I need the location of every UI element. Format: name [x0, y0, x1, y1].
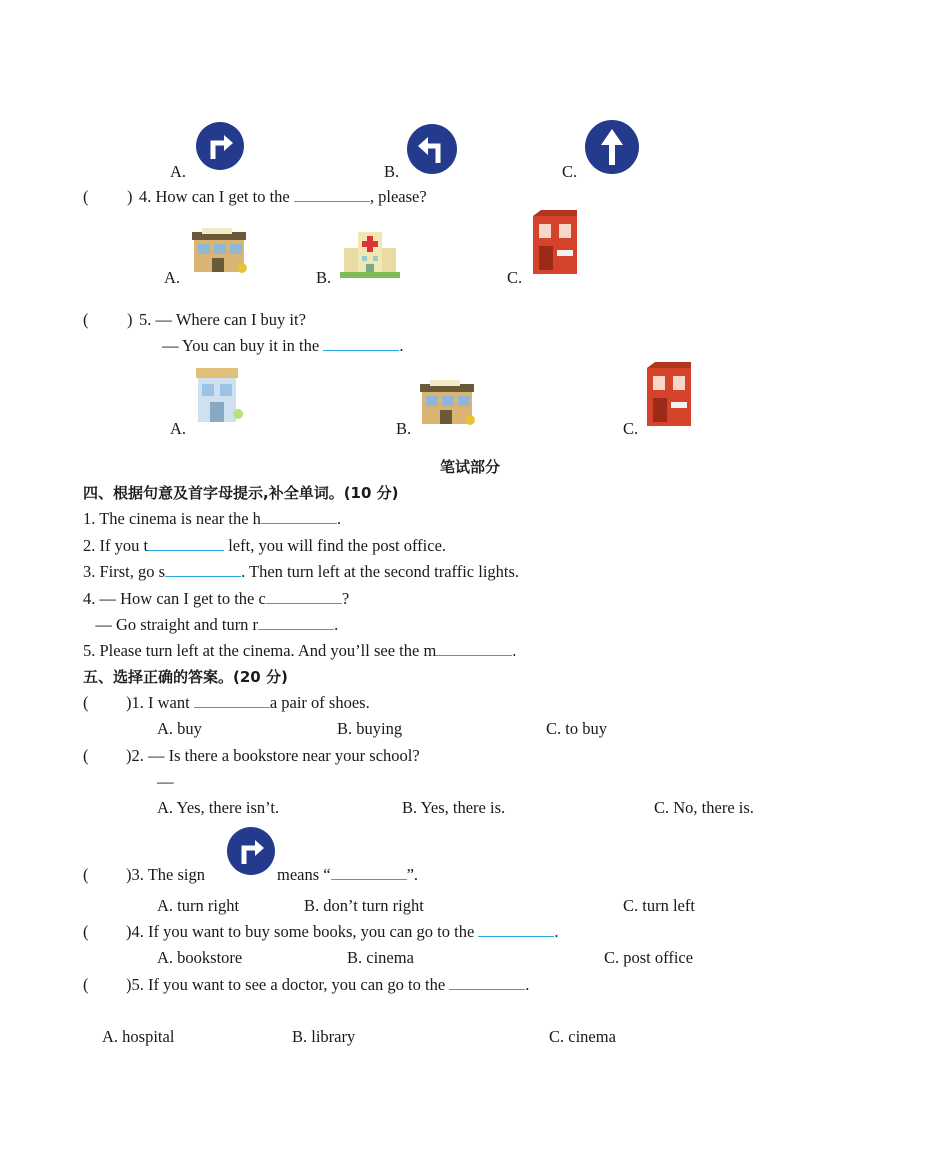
s5-q2-dash: — [157, 772, 174, 791]
s5-q4-paren: ( [83, 922, 89, 941]
s4-item-5: 5. Please turn left at the cinema. And you’ll see the m . [83, 641, 517, 660]
s4-blank-1[interactable] [261, 509, 337, 524]
s5-q2-text: )2. — Is there a bookstore near your school? [126, 746, 420, 765]
q5-option-c-label: C. [623, 419, 639, 438]
s5-q3-option-c: C. turn left [623, 896, 695, 915]
s5-q5-blank[interactable] [449, 975, 525, 990]
s5-q5-option-b: B. library [292, 1027, 356, 1046]
s5-q4-option-a: A. bookstore [157, 948, 243, 967]
s4-blank-2[interactable] [148, 536, 224, 551]
written-section-title: 笔试部分 [440, 458, 501, 476]
q4-paren-close: ) [127, 187, 133, 206]
s5-q2-option-c: C. No, there is. [654, 798, 754, 817]
shop-building-icon [190, 360, 246, 426]
s5-q3-means: means “ ”. [277, 865, 419, 884]
s5-q3-option-b: B. don’t turn right [304, 896, 424, 915]
q4-option-b-label: B. [316, 268, 332, 287]
s5-q1-option-c: C. to buy [546, 719, 607, 738]
s4-blank-6[interactable] [436, 641, 512, 656]
q4-option-a-label: A. [164, 268, 181, 287]
q4-question: 4. How can I get to the , please? [139, 187, 427, 206]
s4-blank-4[interactable] [266, 589, 342, 604]
q3-option-c-label: C. [562, 162, 578, 181]
s4-item-3: 3. First, go s . Then turn left at the second traffic lights. [83, 562, 520, 581]
q4-option-c-label: C. [507, 268, 523, 287]
q4-blank[interactable] [294, 187, 370, 202]
s5-q3-paren: ( [83, 865, 89, 884]
s5-q5-text: )5. If you want to see a doctor, you can go to the . [126, 975, 530, 994]
s5-q1-blank[interactable] [194, 693, 270, 708]
s4-item-4: 4. — How can I get to the c ? [83, 589, 350, 608]
s5-q3-blank[interactable] [331, 865, 407, 880]
s5-q2-option-b: B. Yes, there is. [402, 798, 506, 817]
s5-q2-paren: ( [83, 746, 89, 765]
bookstore-building-icon [416, 378, 478, 430]
s4-item-4-answer: — Go straight and turn r . [83, 615, 339, 634]
s5-q4-option-b: B. cinema [347, 948, 414, 967]
post-office-building-icon [645, 362, 693, 426]
s5-q4-blank[interactable] [478, 922, 554, 937]
s5-q5-paren: ( [83, 975, 89, 994]
s5-q1-option-b: B. buying [337, 719, 403, 738]
section4-title: 四、根据句意及首字母提示,补全单词。(10 分) [83, 484, 399, 502]
q5-paren-close: ) [127, 310, 133, 329]
q5-blank[interactable] [323, 336, 399, 351]
s5-q4-text: )4. If you want to buy some books, you can go to the . [126, 922, 559, 941]
q5-line1: 5. — Where can I buy it? [139, 310, 306, 329]
s5-q2-option-a: A. Yes, there isn’t. [157, 798, 280, 817]
s5-q3-option-a: A. turn right [157, 896, 240, 915]
section5-title: 五、选择正确的答案。(20 分) [83, 668, 288, 686]
q3-option-a-label: A. [170, 162, 187, 181]
q3-option-b-label: B. [384, 162, 400, 181]
q5-paren-open: ( [83, 310, 89, 329]
hospital-building-icon [340, 226, 400, 278]
s5-q5-option-a: A. hospital [102, 1027, 175, 1046]
turn-left-sign-icon [406, 123, 458, 175]
q5-option-a-label: A. [170, 419, 187, 438]
bookstore-building-icon [188, 226, 250, 278]
s5-q3-text: )3. The sign [126, 865, 205, 884]
post-office-building-icon [531, 210, 579, 274]
go-straight-sign-icon [584, 119, 640, 175]
turn-right-sign-icon [226, 826, 276, 876]
q5-line2: — You can buy it in the . [162, 336, 404, 355]
s4-blank-3[interactable] [165, 562, 241, 577]
s5-q5-option-c: C. cinema [549, 1027, 616, 1046]
s4-blank-5[interactable] [258, 615, 334, 630]
s4-item-1: 1. The cinema is near the h . [83, 509, 342, 528]
s5-q1-paren: ( [83, 693, 89, 712]
q5-option-b-label: B. [396, 419, 412, 438]
turn-right-sign-icon [195, 121, 245, 171]
s4-item-2: 2. If you t left, you will find the post office. [83, 536, 447, 555]
s5-q1-text: )1. I want a pair of shoes. [126, 693, 370, 712]
s5-q1-option-a: A. buy [157, 719, 202, 738]
q4-paren-open: ( [83, 187, 89, 206]
s5-q4-option-c: C. post office [604, 948, 694, 967]
